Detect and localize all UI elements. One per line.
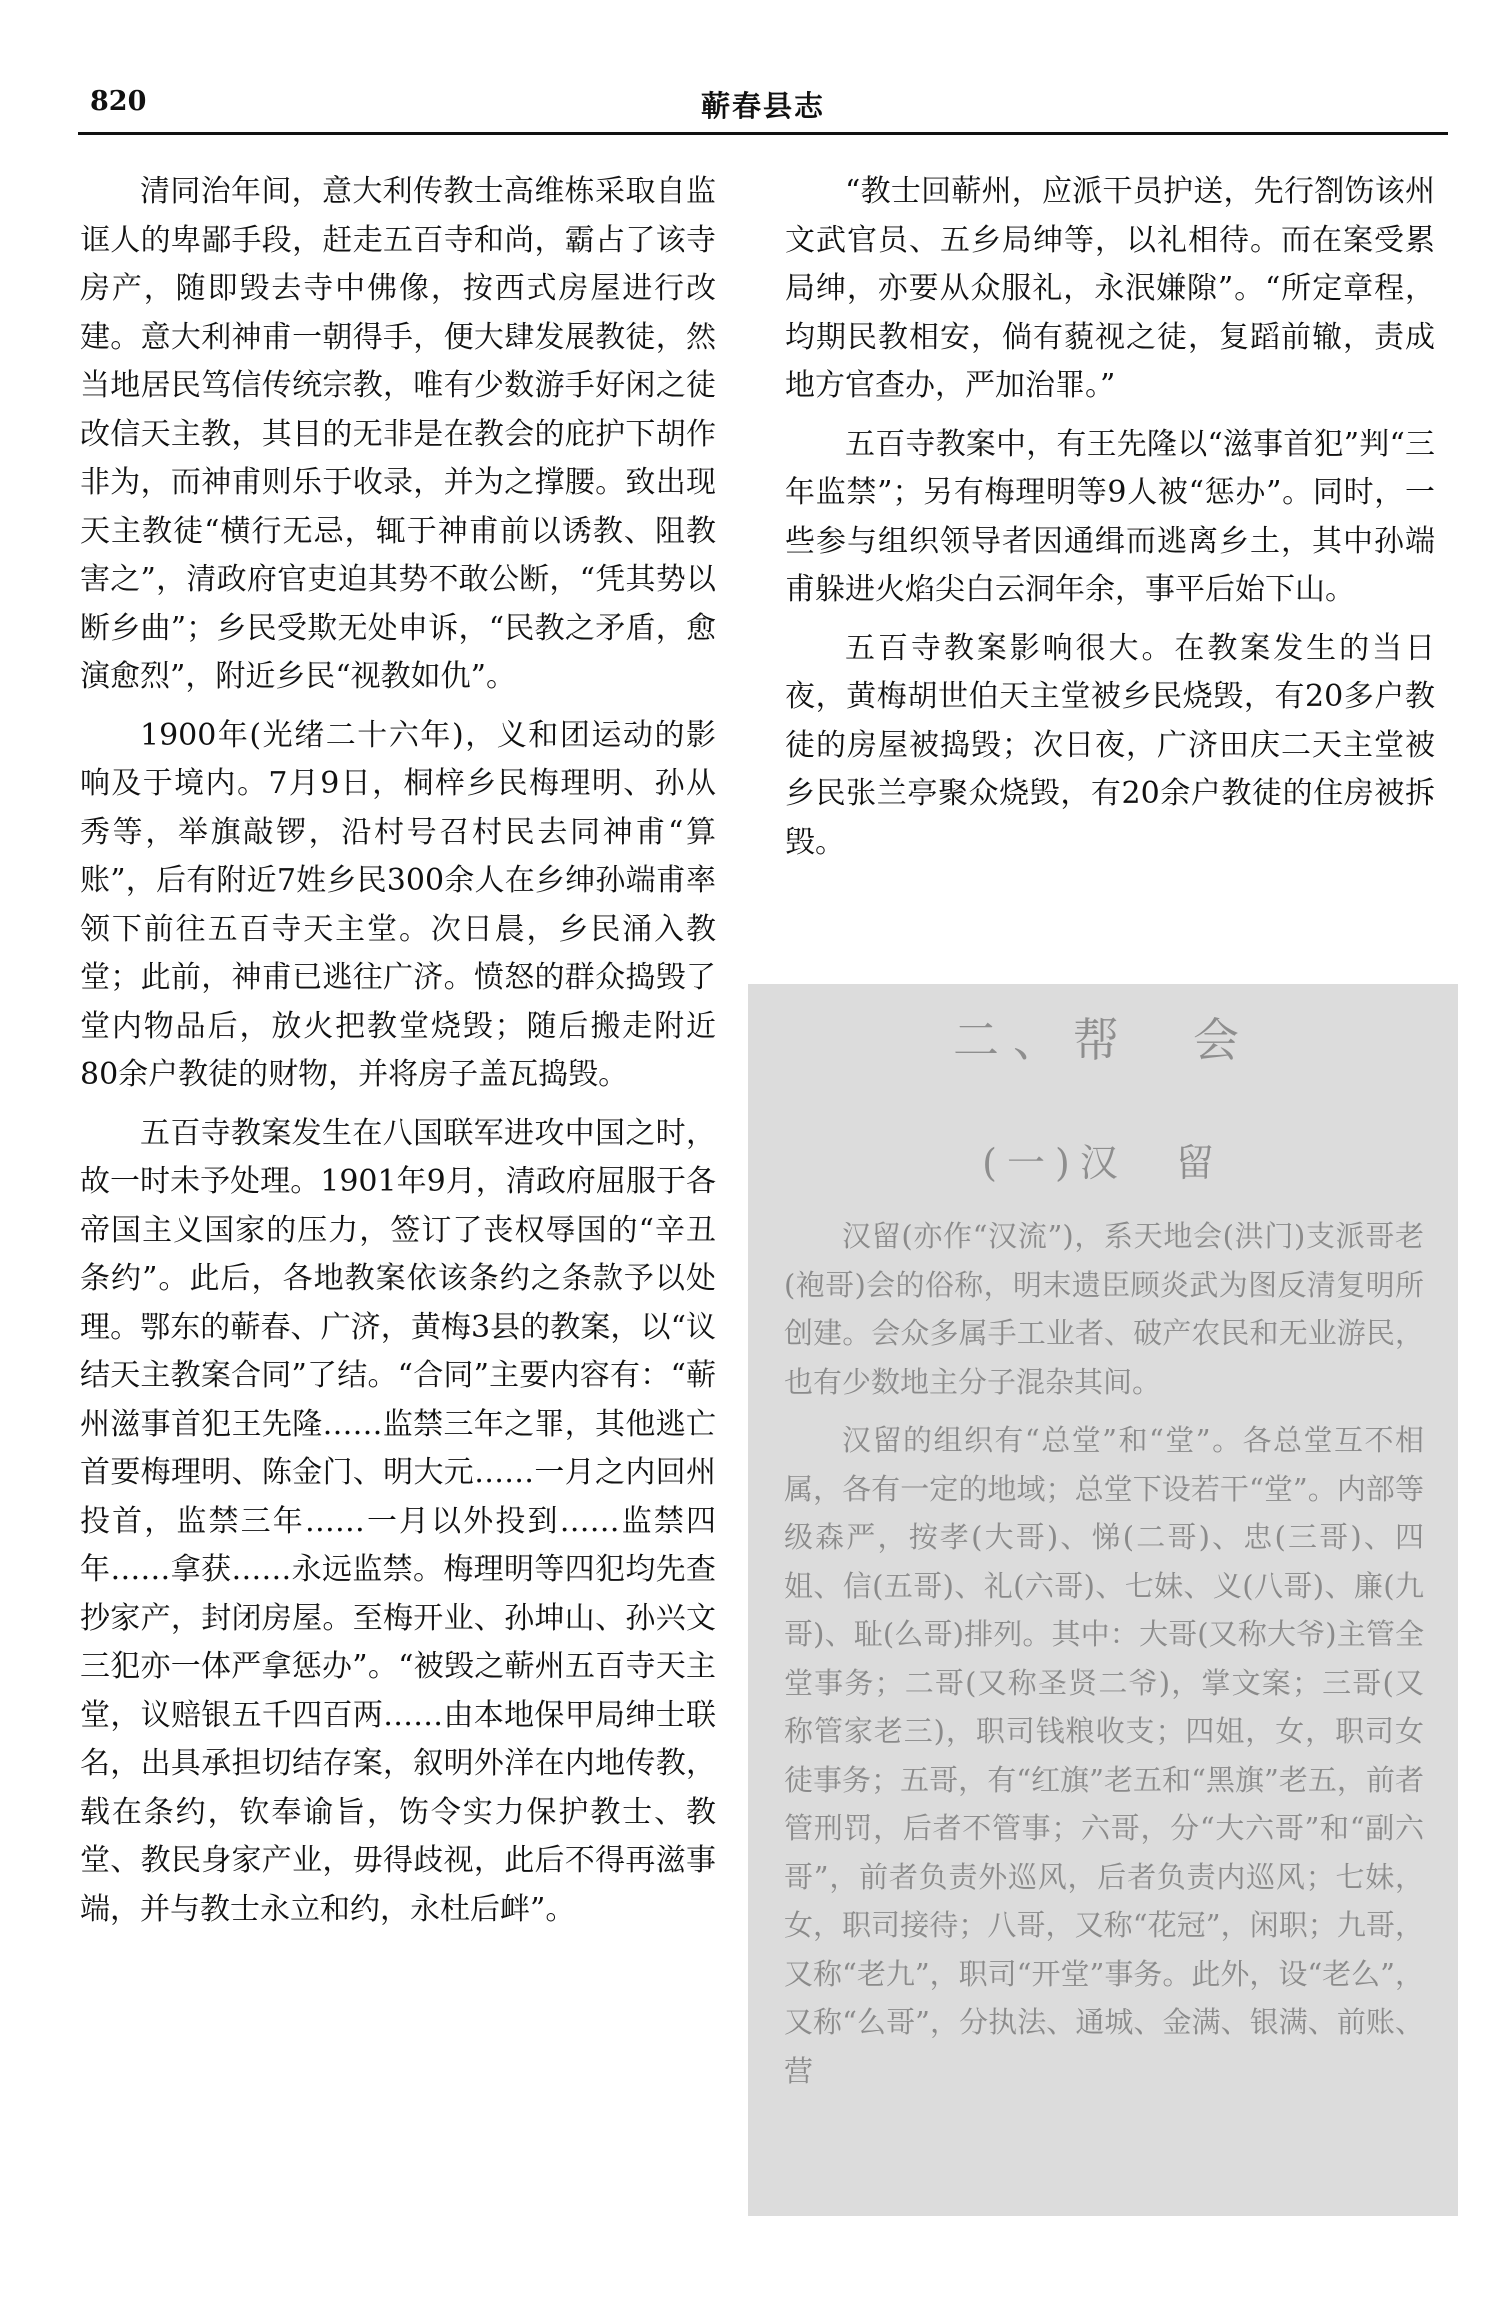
section-panel — [748, 984, 1458, 2216]
subsection-title: (一)汉 留 — [982, 1141, 1224, 1185]
section-body — [784, 1212, 1424, 2105]
page-number: 820 — [90, 86, 147, 117]
paragraph: 汉留(亦作“汉流”)，系天地会(洪门)支派哥老(袍哥)会的俗称，明末遗臣顾炎武为图反清复明所创建。会众多属手工业者、破产农民和无业游民，也有少数地主分子混杂其间。 — [784, 1219, 1424, 1399]
book-title: 蕲春县志 — [700, 89, 825, 123]
header-rule — [78, 132, 1448, 135]
continuation-paragraph: “教士回蕲州，应派干员护送，先行劄饬该州文武官员、五乡局绅等，以礼相待。而在案受累局绅，亦要从众服礼，永泯嫌隙”。“所定章程，均期民教相安，倘有藐视之徒，复蹈前辙，责成地方官查办，严加治罪。” — [785, 174, 1435, 403]
paragraph: 五百寺教案影响很大。在教案发生的当日夜，黄梅胡世伯天主堂被乡民烧毁，有20多户教徒的房屋被捣毁；次日夜，广济田庆二天主堂被乡民张兰亭聚众烧毁，有20余户教徒的住房被拆毁。 — [785, 630, 1435, 860]
paragraph: 1900年(光绪二十六年)，义和团运动的影响及于境内。7月9日，桐梓乡民梅理明、孙从秀等，举旗敲锣，沿村号召村民去同神甫“算账”，后有附近7姓乡民300余人在乡绅孙端甫率领下前往五百寺天主堂。次日晨，乡民涌入教堂；此前，神甫已逃往广济。愤怒的群众捣毁了堂内物品后，放火把教堂烧毁；随后搬走附近80余户教徒的财物，并将房子盖瓦捣毁。 — [80, 717, 716, 1092]
paragraph: 清同治年间，意大利传教士高维栋采取自监诓人的卑鄙手段，赶走五百寺和尚，霸占了该寺房产，随即毁去寺中佛像，按西式房屋进行改建。意大利神甫一朝得手，便大肆发展教徒，然当地居民笃信传统宗教，唯有少数游手好闲之徒改信天主教，其目的无非是在教会的庇护下胡作非为，而神甫则乐于收录，并为之撑腰。致出现天主教徒“横行无忌，辄于神甫前以诱教、阻教害之”，清政府官吏迫其势不敢公断，“凭其势以断乡曲”；乡民受欺无处申诉，“民教之矛盾，愈演愈烈”，附近乡民“视教如仇”。 — [80, 174, 716, 694]
left-column — [80, 168, 716, 1944]
page-header — [78, 82, 1448, 142]
right-column — [785, 168, 1435, 877]
section-title: 二、帮 会 — [953, 1013, 1253, 1067]
paragraph: 五百寺教案中，有王先隆以“滋事首犯”判“三年监禁”；另有梅理明等9人被“惩办”。同时，一些参与组织领导者因通缉而逃离乡土，其中孙端甫躲进火焰尖白云洞年余，事平后始下山。 — [785, 426, 1435, 607]
paragraph: 五百寺教案发生在八国联军进攻中国之时，故一时未予处理。1901年9月，清政府屈服于各帝国主义国家的压力，签订了丧权辱国的“辛丑条约”。此后，各地教案依该条约之条款予以处理。鄂东的蕲春、广济，黄梅3县的教案，以“议结天主教案合同”了结。“合同”主要内容有：“蕲州滋事首犯王先隆……监禁三年之罪，其他逃亡首要梅理明、陈金门、明大元……一月之内回州投首，监禁三年……一月以外投到……监禁四年……拿获……永远监禁。梅理明等四犯均先查抄家产，封闭房屋。至梅开业、孙坤山、孙兴文三犯亦一体严拿惩办”。“被毁之蕲州五百寺天主堂，议赔银五千四百两……由本地保甲局绅士联名，出具承担切结存案，叙明外洋在内地传教，载在条约，钦奉谕旨，饬令实力保护教士、教堂、教民身家产业，毋得歧视，此后不得再滋事端，并与教士永立和约，永杜后衅”。 — [80, 1115, 716, 1927]
paragraph: 汉留的组织有“总堂”和“堂”。各总堂互不相属，各有一定的地域；总堂下设若干“堂”。内部等级森严，按孝(大哥)、悌(二哥)、忠(三哥)、四姐、信(五哥)、礼(六哥)、七妹、义(八哥)、廉(九哥)、耻(么哥)排列。其中：大哥(又称大爷)主管全堂事务；二哥(又称圣贤二爷)，掌文案；三哥(又称管家老三)，职司钱粮收支；四姐，女，职司女徒事务；五哥，有“红旗”老五和“黑旗”老五，前者管刑罚，后者不管事；六哥，分“大六哥”和“副六哥”，前者负责外巡风，后者负责内巡风；七妹，女，职司接待；八哥，又称“花冠”，闲职；九哥，又称“老九”，职司“开堂”事务。此外，设“老么”，又称“么哥”，分执法、通城、金满、银满、前账、营 — [784, 1423, 1424, 2088]
